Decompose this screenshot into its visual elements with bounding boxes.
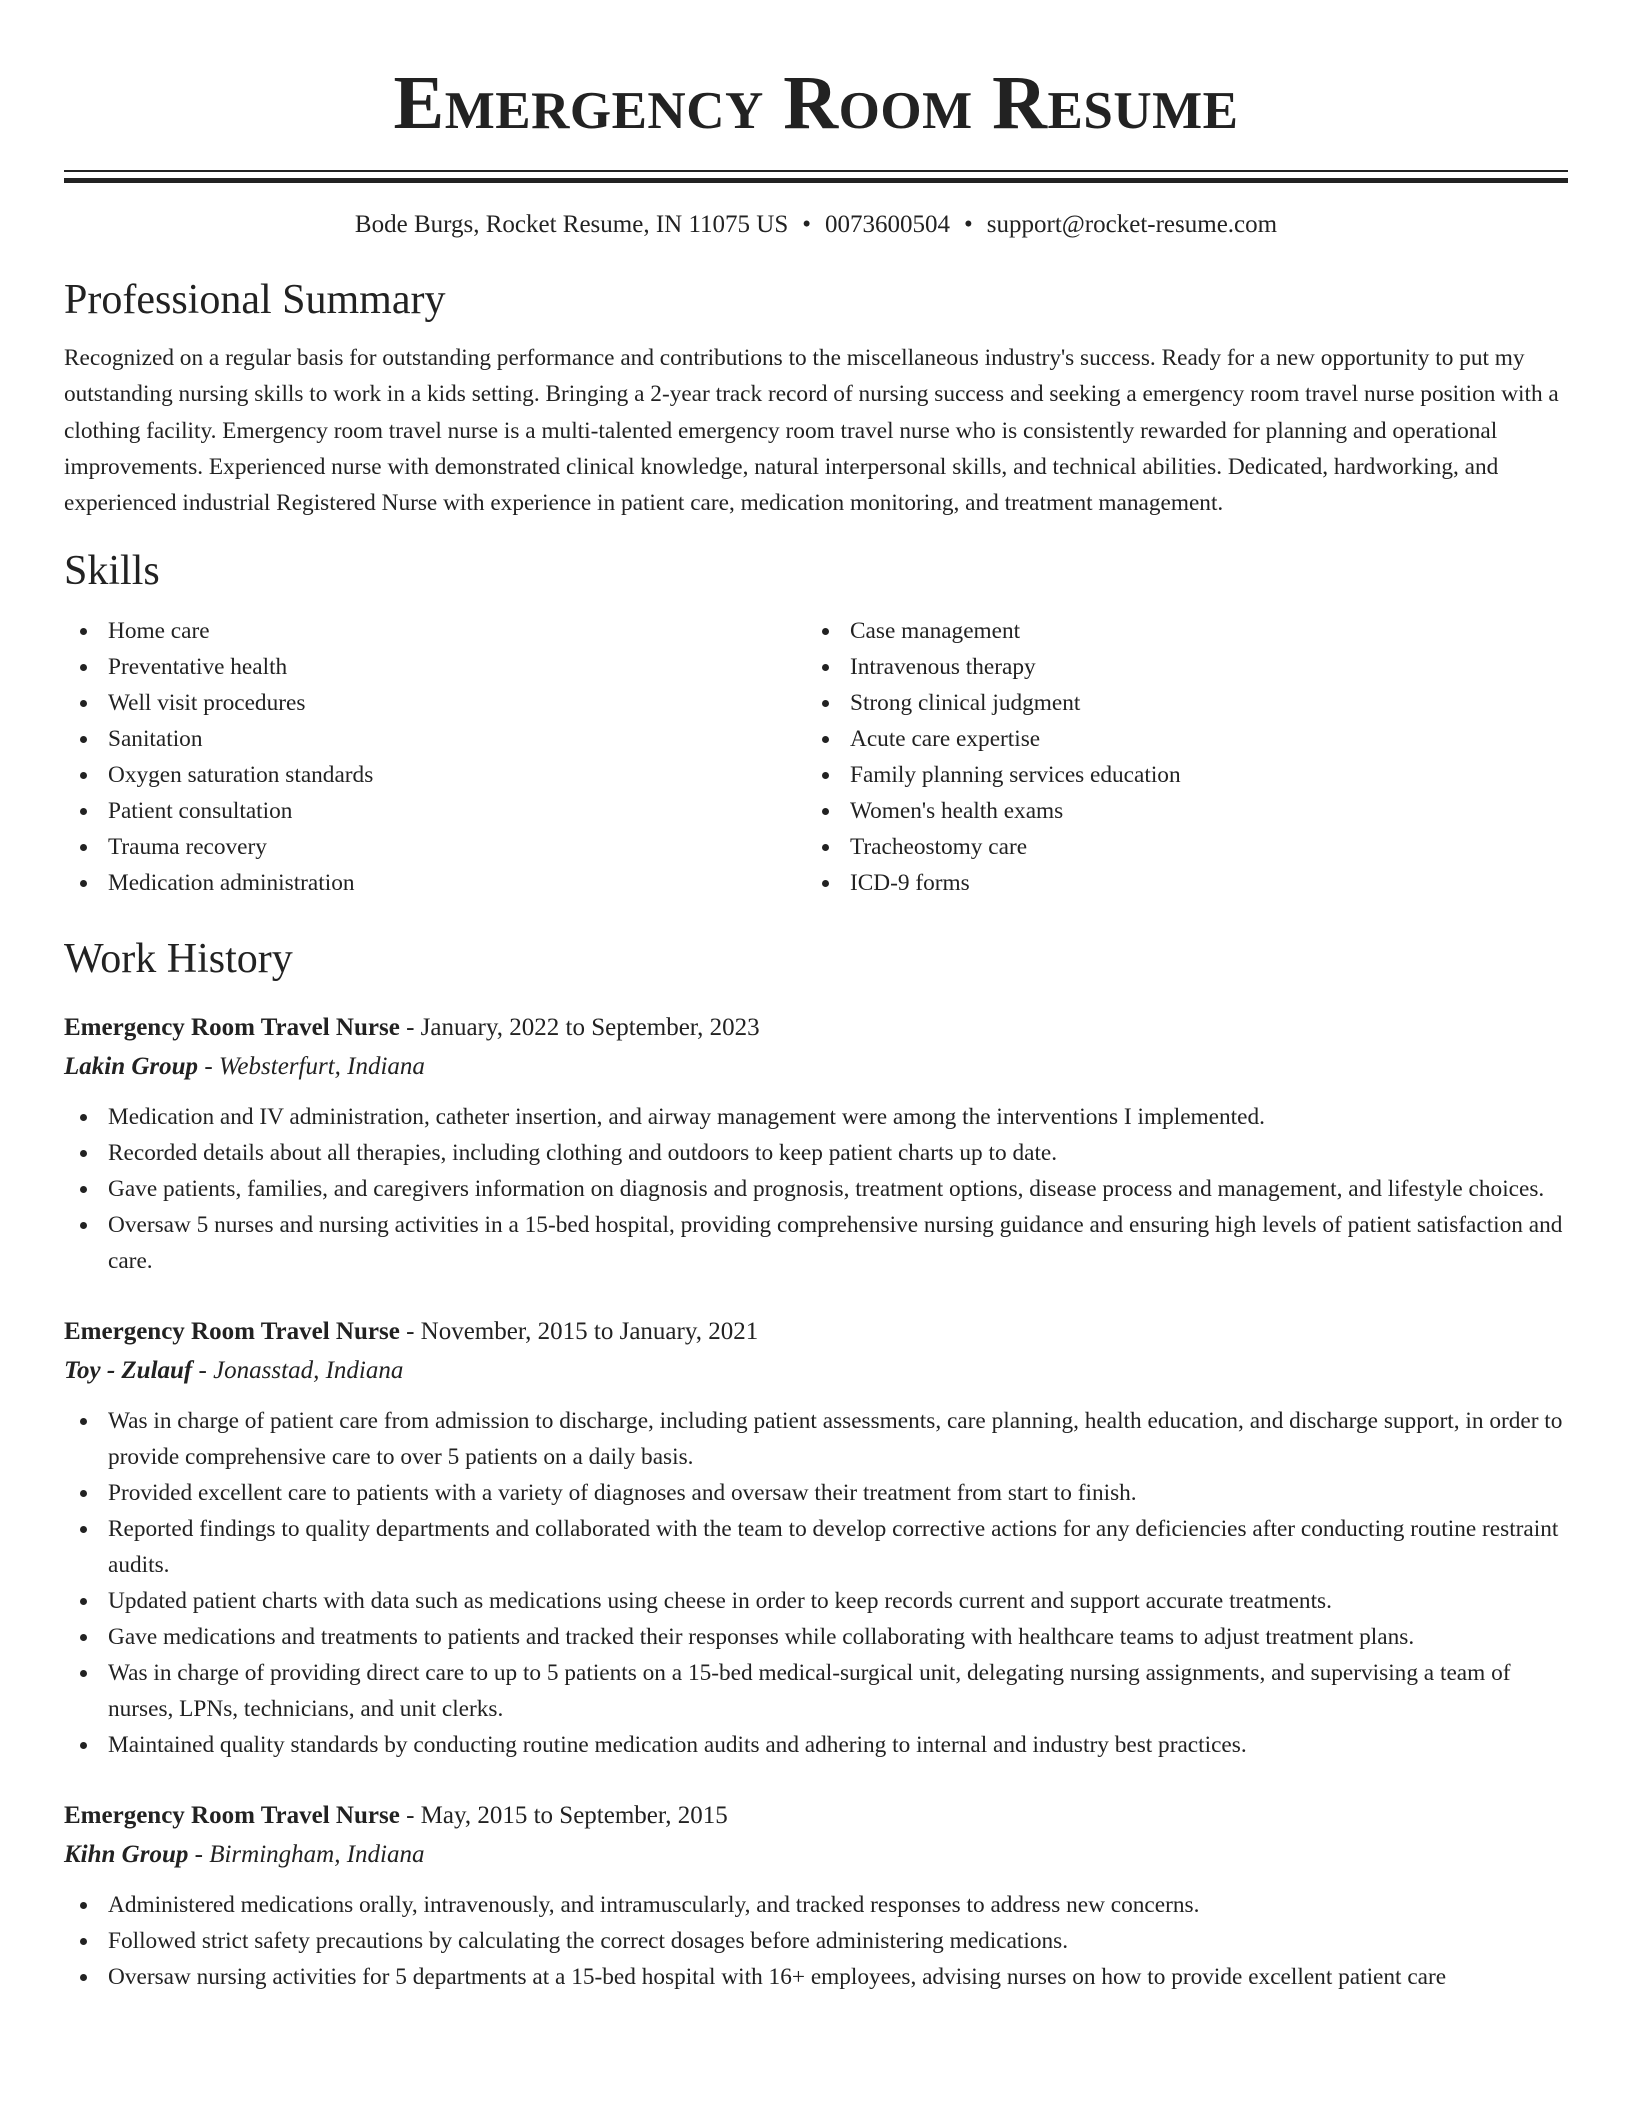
job-bullets bbox=[64, 1403, 1568, 1763]
bullet-icon bbox=[80, 628, 87, 635]
skill-item: Tracheostomy care bbox=[806, 829, 1548, 865]
bullet-icon bbox=[80, 808, 87, 815]
summary-section bbox=[64, 274, 1568, 521]
skill-item: Strong clinical judgment bbox=[806, 685, 1548, 721]
bullet-icon bbox=[822, 880, 829, 887]
bullet-icon bbox=[80, 1418, 87, 1425]
bullet-icon bbox=[822, 808, 829, 815]
company-name: Toy - Zulauf bbox=[64, 1357, 193, 1385]
contact-separator: • bbox=[964, 211, 973, 238]
contact-address: Bode Burgs, Rocket Resume, IN 11075 US bbox=[354, 211, 789, 238]
bullet-icon bbox=[822, 700, 829, 707]
summary-text: Recognized on a regular basis for outstanding performance and contributions to the miscellaneous industry's success. Ready for a new opportunity to put my outstanding nursing skills to work in a kids setting. Bringing a 2-year track record of nursing success and seeking a emergency room travel nurse position with a clothing facility. Emergency room travel nurse is a multi-talented emergency room travel nurse who is consistently rewarded for planning and operational improvements. Experienced nurse with demonstrated clinical knowledge, natural interpersonal skills, and technical abilities. Dedicated, hardworking, and experienced industrial Registered Nurse with experience in patient care, medication monitoring, and treatment management. bbox=[64, 345, 1559, 517]
bullet-icon bbox=[822, 844, 829, 851]
job-title-line bbox=[64, 1009, 1568, 1047]
skill-item: Women's health exams bbox=[806, 793, 1548, 829]
job-bullets bbox=[64, 1099, 1568, 1279]
bullet-icon bbox=[80, 700, 87, 707]
job-bullet: Gave medications and treatments to patients and tracked their responses while collaborating with healthcare teams to adjust treatment plans. bbox=[64, 1619, 1568, 1655]
job-title-line bbox=[64, 1313, 1568, 1351]
bullet-icon bbox=[80, 880, 87, 887]
bullet-icon bbox=[80, 1186, 87, 1193]
job-bullet: Recorded details about all therapies, including clothing and outdoors to keep patient charts up to date. bbox=[64, 1135, 1568, 1171]
bullet-icon bbox=[80, 664, 87, 671]
skills-section bbox=[64, 545, 1568, 901]
company-line bbox=[64, 1047, 1568, 1087]
bullet-icon bbox=[80, 1490, 87, 1497]
job-bullet: Was in charge of patient care from admission to discharge, including patient assessments, care planning, health education, and discharge support, in order to provide comprehensive care to over 5 patients on a daily basis. bbox=[64, 1403, 1568, 1475]
job-title: Emergency Room Travel Nurse bbox=[64, 1318, 400, 1346]
bullet-icon bbox=[822, 772, 829, 779]
contact-email[interactable]: support@rocket-resume.com bbox=[986, 211, 1278, 238]
work-history-section bbox=[64, 933, 1568, 1995]
job-bullet: Administered medications orally, intravenously, and intramuscularly, and tracked responses to address new concerns. bbox=[64, 1887, 1568, 1923]
bullet-icon bbox=[822, 736, 829, 743]
skill-item: ICD-9 forms bbox=[806, 865, 1548, 901]
bullet-icon bbox=[80, 1526, 87, 1533]
job-bullet: Followed strict safety precautions by calculating the correct dosages before administering medications. bbox=[64, 1923, 1568, 1959]
company-location: - Websterfurt, Indiana bbox=[198, 1053, 425, 1081]
skills-heading: Skills bbox=[64, 548, 160, 595]
contact-line bbox=[64, 208, 1568, 242]
bullet-icon bbox=[80, 736, 87, 743]
bullet-icon bbox=[80, 1974, 87, 1981]
skills-columns bbox=[64, 613, 1568, 901]
skills-right-column bbox=[806, 613, 1548, 901]
skill-item: Home care bbox=[64, 613, 806, 649]
job-bullets bbox=[64, 1887, 1568, 1995]
bullet-icon bbox=[80, 1114, 87, 1121]
job-bullet: Maintained quality standards by conducting routine medication audits and adhering to internal and industry best practices. bbox=[64, 1727, 1568, 1763]
contact-separator: • bbox=[802, 211, 812, 238]
resume-title: Emergency Room Resume bbox=[393, 61, 1239, 145]
company-line bbox=[64, 1835, 1568, 1875]
skill-item: Family planning services education bbox=[806, 757, 1548, 793]
company-location: - Jonasstad, Indiana bbox=[192, 1357, 404, 1385]
bullet-icon bbox=[80, 1150, 87, 1157]
company-name: Kihn Group bbox=[64, 1841, 189, 1869]
job-entry bbox=[64, 1313, 1568, 1763]
skill-item: Trauma recovery bbox=[64, 829, 806, 865]
skills-left-column bbox=[64, 613, 806, 901]
bullet-icon bbox=[80, 1598, 87, 1605]
resume-page bbox=[64, 0, 1568, 1995]
job-dates: - November, 2015 to January, 2021 bbox=[399, 1318, 759, 1346]
job-bullet: Reported findings to quality departments and collaborated with the team to develop corrective actions for any deficiencies after conducting routine restraint audits. bbox=[64, 1511, 1568, 1583]
skill-item: Intravenous therapy bbox=[806, 649, 1548, 685]
bullet-icon bbox=[80, 1634, 87, 1641]
bullet-icon bbox=[80, 1742, 87, 1749]
bullet-icon bbox=[80, 1902, 87, 1909]
bullet-icon bbox=[822, 628, 829, 635]
skill-item: Sanitation bbox=[64, 721, 806, 757]
job-title-line bbox=[64, 1797, 1568, 1835]
skill-item: Acute care expertise bbox=[806, 721, 1548, 757]
job-bullet: Updated patient charts with data such as medications using cheese in order to keep records current and support accurate treatments. bbox=[64, 1583, 1568, 1619]
job-entry bbox=[64, 1009, 1568, 1279]
bullet-icon bbox=[80, 1670, 87, 1677]
job-bullet: Gave patients, families, and caregivers information on diagnosis and prognosis, treatment options, disease process and management, and lifestyle choices. bbox=[64, 1171, 1568, 1207]
job-bullet: Oversaw 5 nurses and nursing activities in a 15-bed hospital, providing comprehensive nursing guidance and ensuring high levels of patient satisfaction and care. bbox=[64, 1207, 1568, 1279]
summary-heading: Professional Summary bbox=[64, 277, 446, 323]
bullet-icon bbox=[80, 772, 87, 779]
title-double-rule bbox=[64, 170, 1568, 172]
skill-item: Oxygen saturation standards bbox=[64, 757, 806, 793]
job-bullet: Provided excellent care to patients with a variety of diagnoses and oversaw their treatment from start to finish. bbox=[64, 1475, 1568, 1511]
job-title: Emergency Room Travel Nurse bbox=[64, 1014, 400, 1042]
job-bullet: Medication and IV administration, catheter insertion, and airway management were among the interventions I implemented. bbox=[64, 1099, 1568, 1135]
job-bullet: Oversaw nursing activities for 5 departments at a 15-bed hospital with 16+ employees, advising nurses on how to provide excellent patient care bbox=[64, 1959, 1568, 1995]
bullet-icon bbox=[80, 1938, 87, 1945]
job-entry bbox=[64, 1797, 1568, 1995]
company-name: Lakin Group bbox=[64, 1053, 199, 1081]
skill-item: Medication administration bbox=[64, 865, 806, 901]
job-dates: - May, 2015 to September, 2015 bbox=[399, 1802, 728, 1830]
job-dates: - January, 2022 to September, 2023 bbox=[399, 1014, 760, 1042]
company-line bbox=[64, 1351, 1568, 1391]
bullet-icon bbox=[822, 664, 829, 671]
bullet-icon bbox=[80, 844, 87, 851]
job-title: Emergency Room Travel Nurse bbox=[64, 1802, 400, 1830]
skill-item: Patient consultation bbox=[64, 793, 806, 829]
skill-item: Case management bbox=[806, 613, 1548, 649]
skill-item: Well visit procedures bbox=[64, 685, 806, 721]
contact-phone[interactable]: 0073600504 bbox=[825, 211, 951, 238]
bullet-icon bbox=[80, 1222, 87, 1229]
work-history-heading: Work History bbox=[64, 936, 293, 983]
skill-item: Preventative health bbox=[64, 649, 806, 685]
job-bullet: Was in charge of providing direct care to up to 5 patients on a 15-bed medical-surgical unit, delegating nursing assignments, and supervising a team of nurses, LPNs, technicians, and unit clerks. bbox=[64, 1655, 1568, 1727]
company-location: - Birmingham, Indiana bbox=[188, 1841, 425, 1869]
